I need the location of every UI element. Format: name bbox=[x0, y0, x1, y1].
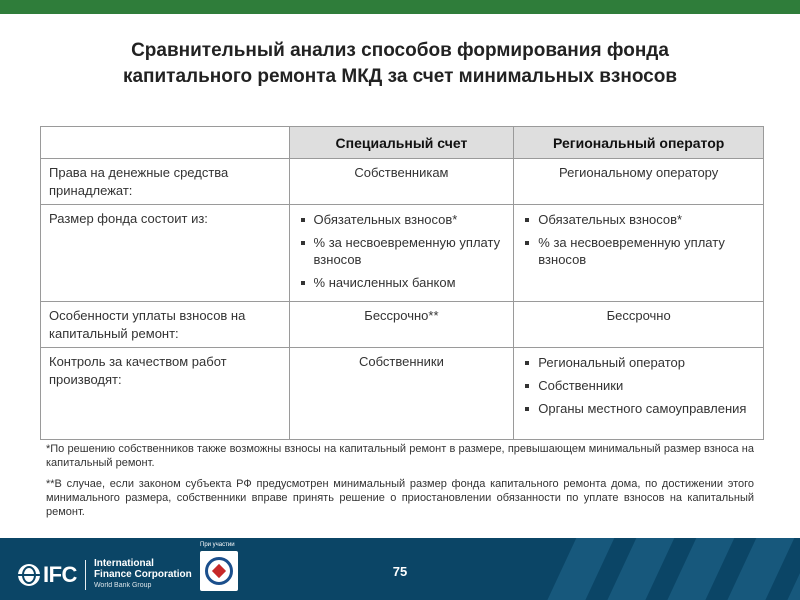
list-item: % начисленных банком bbox=[298, 274, 508, 291]
ifc-name-line2: Finance Corporation bbox=[93, 569, 192, 580]
logo-divider bbox=[85, 560, 86, 590]
footer-bar bbox=[0, 538, 800, 600]
table-row bbox=[41, 205, 764, 302]
table-header-row bbox=[41, 127, 764, 159]
list-item: Обязательных взносов* bbox=[522, 211, 757, 228]
table-row bbox=[41, 348, 764, 440]
footnote-1: *По решению собственников также возможны взносы на капитальный ремонт в размере, превышающем минимальный размер взноса на капитальный ремонт. bbox=[46, 443, 754, 469]
cell-control-regional bbox=[514, 348, 764, 440]
globe-icon bbox=[18, 564, 40, 586]
list-item: Собственники bbox=[522, 377, 757, 394]
ifc-full-name bbox=[94, 558, 192, 591]
comparison-table bbox=[40, 126, 764, 440]
list-item: Органы местного самоуправления bbox=[522, 400, 757, 417]
header-regional-operator: Региональный оператор bbox=[514, 127, 764, 159]
partner-logo-block bbox=[200, 541, 242, 591]
footnote-2: **В случае, если законом субъекта РФ предусмотрен минимальный размер фонда капитального ремонта дома, по достижении этого минимального размера, собственники вправе принять решение о приостановлении обязанности по уплате взносов на капитальный ремонт. bbox=[46, 478, 754, 518]
cell-payment-special: Бессрочно** bbox=[289, 302, 514, 348]
fund-size-regional-list bbox=[522, 211, 757, 268]
page-number: 75 bbox=[392, 564, 408, 579]
cell-rights-special: Собственникам bbox=[289, 159, 514, 205]
row-label-control: Контроль за качеством работ производят: bbox=[41, 348, 290, 440]
list-item: % за несвоевременную уплату взносов bbox=[298, 234, 508, 268]
footnotes bbox=[46, 442, 754, 526]
row-label-payment: Особенности уплаты взносов на капитальный ремонт: bbox=[41, 302, 290, 348]
list-item: Региональный оператор bbox=[522, 354, 757, 371]
ifc-name-line1: International bbox=[93, 558, 154, 569]
cell-fund-size-regional bbox=[514, 205, 764, 302]
ifc-logo-text: IFC bbox=[43, 561, 77, 587]
table-row bbox=[41, 159, 764, 205]
ifc-logo bbox=[18, 558, 192, 591]
table-row bbox=[41, 302, 764, 348]
header-special-account: Специальный счет bbox=[289, 127, 514, 159]
cell-rights-regional: Региональному оператору bbox=[514, 159, 764, 205]
decorative-stripe bbox=[599, 538, 679, 600]
slide-title-line1: Сравнительный анализ способов формирования фонда bbox=[131, 40, 669, 61]
list-item: % за несвоевременную уплату взносов bbox=[522, 234, 757, 268]
slide-title bbox=[40, 38, 760, 90]
partner-emblem-icon bbox=[205, 557, 233, 585]
control-regional-list bbox=[522, 354, 757, 417]
decorative-stripe bbox=[659, 538, 739, 600]
partner-logo bbox=[200, 551, 238, 591]
decorative-stripe bbox=[539, 538, 619, 600]
cell-fund-size-special bbox=[289, 205, 514, 302]
fund-size-special-list bbox=[298, 211, 508, 291]
top-accent-bar bbox=[0, 0, 800, 14]
row-label-fund-size: Размер фонда состоит из: bbox=[41, 205, 290, 302]
decorative-stripe bbox=[719, 538, 799, 600]
partner-label: При участии bbox=[200, 542, 235, 548]
ifc-name-line3: World Bank Group bbox=[93, 582, 152, 589]
cell-payment-regional: Бессрочно bbox=[514, 302, 764, 348]
table-corner-cell bbox=[41, 127, 290, 159]
cell-control-special: Собственники bbox=[289, 348, 514, 440]
row-label-rights: Права на денежные средства принадлежат: bbox=[41, 159, 290, 205]
list-item: Обязательных взносов* bbox=[298, 211, 508, 228]
slide-title-line2: капитального ремонта МКД за счет минимальных взносов bbox=[122, 66, 678, 87]
